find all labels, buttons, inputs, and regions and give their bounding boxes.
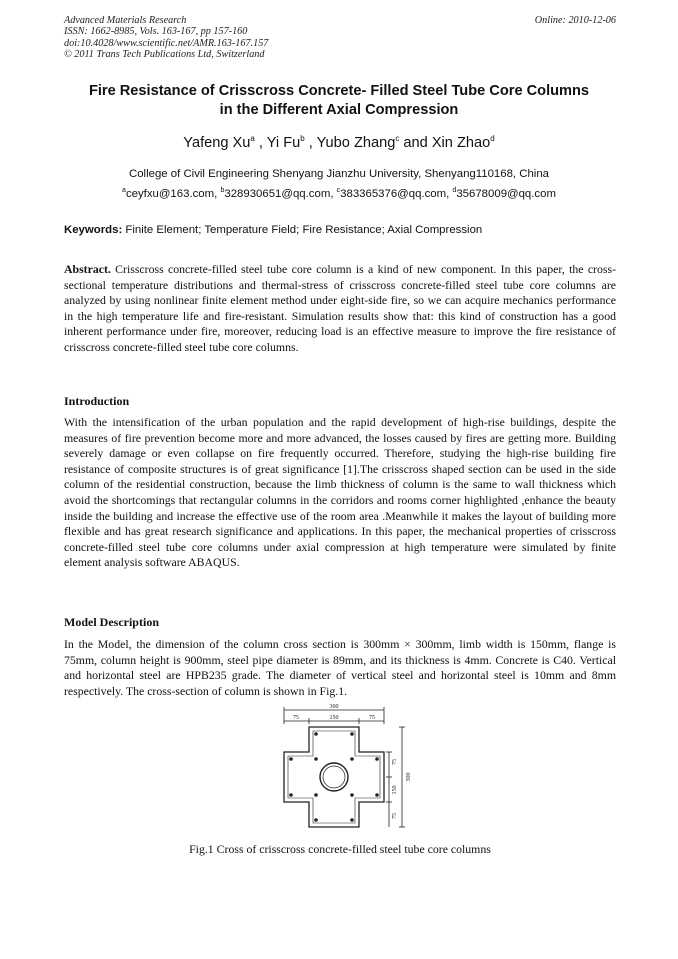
author-mark: d bbox=[490, 134, 495, 143]
model-text: In the Model, the dimension of the column cross section is 300mm × 300mm, limb width is 150mm, flange is 75mm, column height is 900mm, steel pipe diameter is 89mm, and its thickness is 4mm. Concrete is C40. Vertical and horizontal steel are HPB235 grade. The diameter of vertical steel and horizontal steel is 10mm and 8mm respectively. The cross-section of column is shown in Fig.1. bbox=[64, 637, 616, 698]
email-mark: d bbox=[452, 187, 457, 194]
dim-label-limb-top: 150 bbox=[329, 715, 339, 721]
journal-doi: doi:10.4028/www.scientific.net/AMR.163-167.157 bbox=[64, 37, 269, 49]
rebar bbox=[375, 793, 379, 797]
dim-label-total-top: 300 bbox=[329, 704, 339, 710]
author-mark: a bbox=[250, 134, 255, 143]
journal-copyright: © 2011 Trans Tech Publications Ltd, Switzerland bbox=[64, 49, 265, 61]
rebar bbox=[314, 757, 318, 761]
email-separator: , bbox=[330, 187, 337, 200]
rebar bbox=[350, 732, 354, 736]
author-separator: , bbox=[304, 134, 317, 151]
journal-issn: ISSN: 1662-8985, Vols. 163-167, pp 157-160 bbox=[64, 26, 248, 38]
author-list bbox=[40, 134, 638, 151]
rebar bbox=[314, 793, 318, 797]
dim-label-side-mid: 150 bbox=[392, 785, 398, 795]
rebar bbox=[289, 793, 293, 797]
abstract-text: Crisscross concrete-filled steel tube core column is a kind of new component. In this paper, the cross-sectional temperature distributions and thermal-stress of crisscross concrete-filled steel tube core columns are analyzed by using nonlinear finite element method under eight-side fire, so we can acquire mechanics performance in the high temperature life and fire-resistant. Simulation results show that: this kind of construction has a good inherent performance under fire, moreover, reducing load is an effective measure to improve the fire resistance of crisscross concrete-filled steel tube core columns. bbox=[64, 262, 616, 354]
paper-title bbox=[52, 82, 626, 119]
email-mark: a bbox=[122, 187, 126, 194]
dim-label-total-right: 300 bbox=[406, 772, 412, 782]
journal-name: Advanced Materials Research bbox=[64, 15, 187, 26]
tube-core bbox=[323, 766, 345, 788]
email-list bbox=[40, 187, 638, 200]
dim-label-flange-right: 75 bbox=[369, 715, 375, 721]
steel-tube bbox=[320, 763, 348, 791]
affiliation: College of Civil Engineering Shenyang Jianzhu University, Shenyang110168, China bbox=[128, 168, 550, 180]
rebar bbox=[314, 818, 318, 822]
author-separator: , bbox=[254, 134, 267, 151]
journal-header bbox=[64, 15, 616, 61]
introduction-heading: Introduction bbox=[64, 394, 130, 408]
keywords-text: Finite Element; Temperature Field; Fire Resistance; Axial Compression bbox=[122, 224, 483, 236]
email-mark: b bbox=[220, 187, 225, 194]
abstract-label: Abstract. bbox=[64, 262, 111, 276]
email-separator: , bbox=[446, 187, 453, 200]
email-link[interactable]: 328930651@qq.com bbox=[224, 187, 331, 200]
email-link[interactable]: 35678009@qq.com bbox=[456, 187, 556, 200]
title-line-2: in the Different Axial Compression bbox=[219, 101, 459, 118]
online-date: Online: 2010-12-06 bbox=[534, 15, 616, 26]
email-mark: c bbox=[336, 187, 341, 194]
rebar bbox=[314, 732, 318, 736]
author-name: Yi Fu bbox=[266, 134, 301, 151]
dim-label-side-bottom: 75 bbox=[392, 813, 398, 819]
abstract bbox=[64, 262, 616, 356]
title-line-1: Fire Resistance of Crisscross Concrete- Filled Steel Tube Core Columns bbox=[88, 83, 590, 99]
author-name: Xin Zhao bbox=[431, 134, 491, 151]
rebar bbox=[350, 818, 354, 822]
cross-section-figure bbox=[268, 702, 418, 832]
email-link[interactable]: 383365376@qq.com bbox=[340, 187, 447, 200]
author-separator: and bbox=[399, 134, 432, 151]
email-link[interactable]: ceyfxu@163.com bbox=[125, 187, 215, 200]
author-name: Yafeng Xu bbox=[183, 134, 251, 151]
dim-label-flange-left: 75 bbox=[293, 715, 299, 721]
email-separator: , bbox=[214, 187, 221, 200]
keywords bbox=[64, 224, 616, 236]
author-name: Yubo Zhang bbox=[316, 134, 396, 151]
rebar bbox=[350, 793, 354, 797]
author-mark: b bbox=[300, 134, 305, 143]
rebar bbox=[375, 757, 379, 761]
stirrup-outline bbox=[288, 731, 380, 823]
rebar bbox=[350, 757, 354, 761]
keywords-label: Keywords: bbox=[64, 224, 123, 236]
author-mark: c bbox=[395, 134, 400, 143]
rebar bbox=[289, 757, 293, 761]
model-heading: Model Description bbox=[64, 615, 159, 629]
introduction-text: With the intensification of the urban population and the rapid development of high-rise buildings, despite the measures of fire prevention become more and more advanced, the losses caused by fires are getting more. Building severely damage or even collapse on fire frequently occurred. Therefore, studying the high-rise building fire resistance of composite structures is of great significance [1].The crisscross shaped section can be used in the side column of the residential construction, because the limb thickness of column is the same to wall thickness which avoid the shortcomings that rectangular columns in the corridors and rooms corner highlighted ,enhance the beauty inside the building and increase the effective use of the room area .Meanwhile it makes the layout of building more flexible and has great research significance and applications. In this paper, the mechanical properties of crisscross concrete-filled steel tube core columns under axial compression at high temperature were simulated by finite element analysis software ABAQUS. bbox=[64, 415, 616, 570]
dim-label-side-top: 75 bbox=[392, 759, 398, 765]
figure-caption: Fig.1 Cross of crisscross concrete-filled steel tube core columns bbox=[189, 842, 491, 856]
column-outline bbox=[284, 727, 384, 827]
rebar-group bbox=[289, 732, 379, 822]
